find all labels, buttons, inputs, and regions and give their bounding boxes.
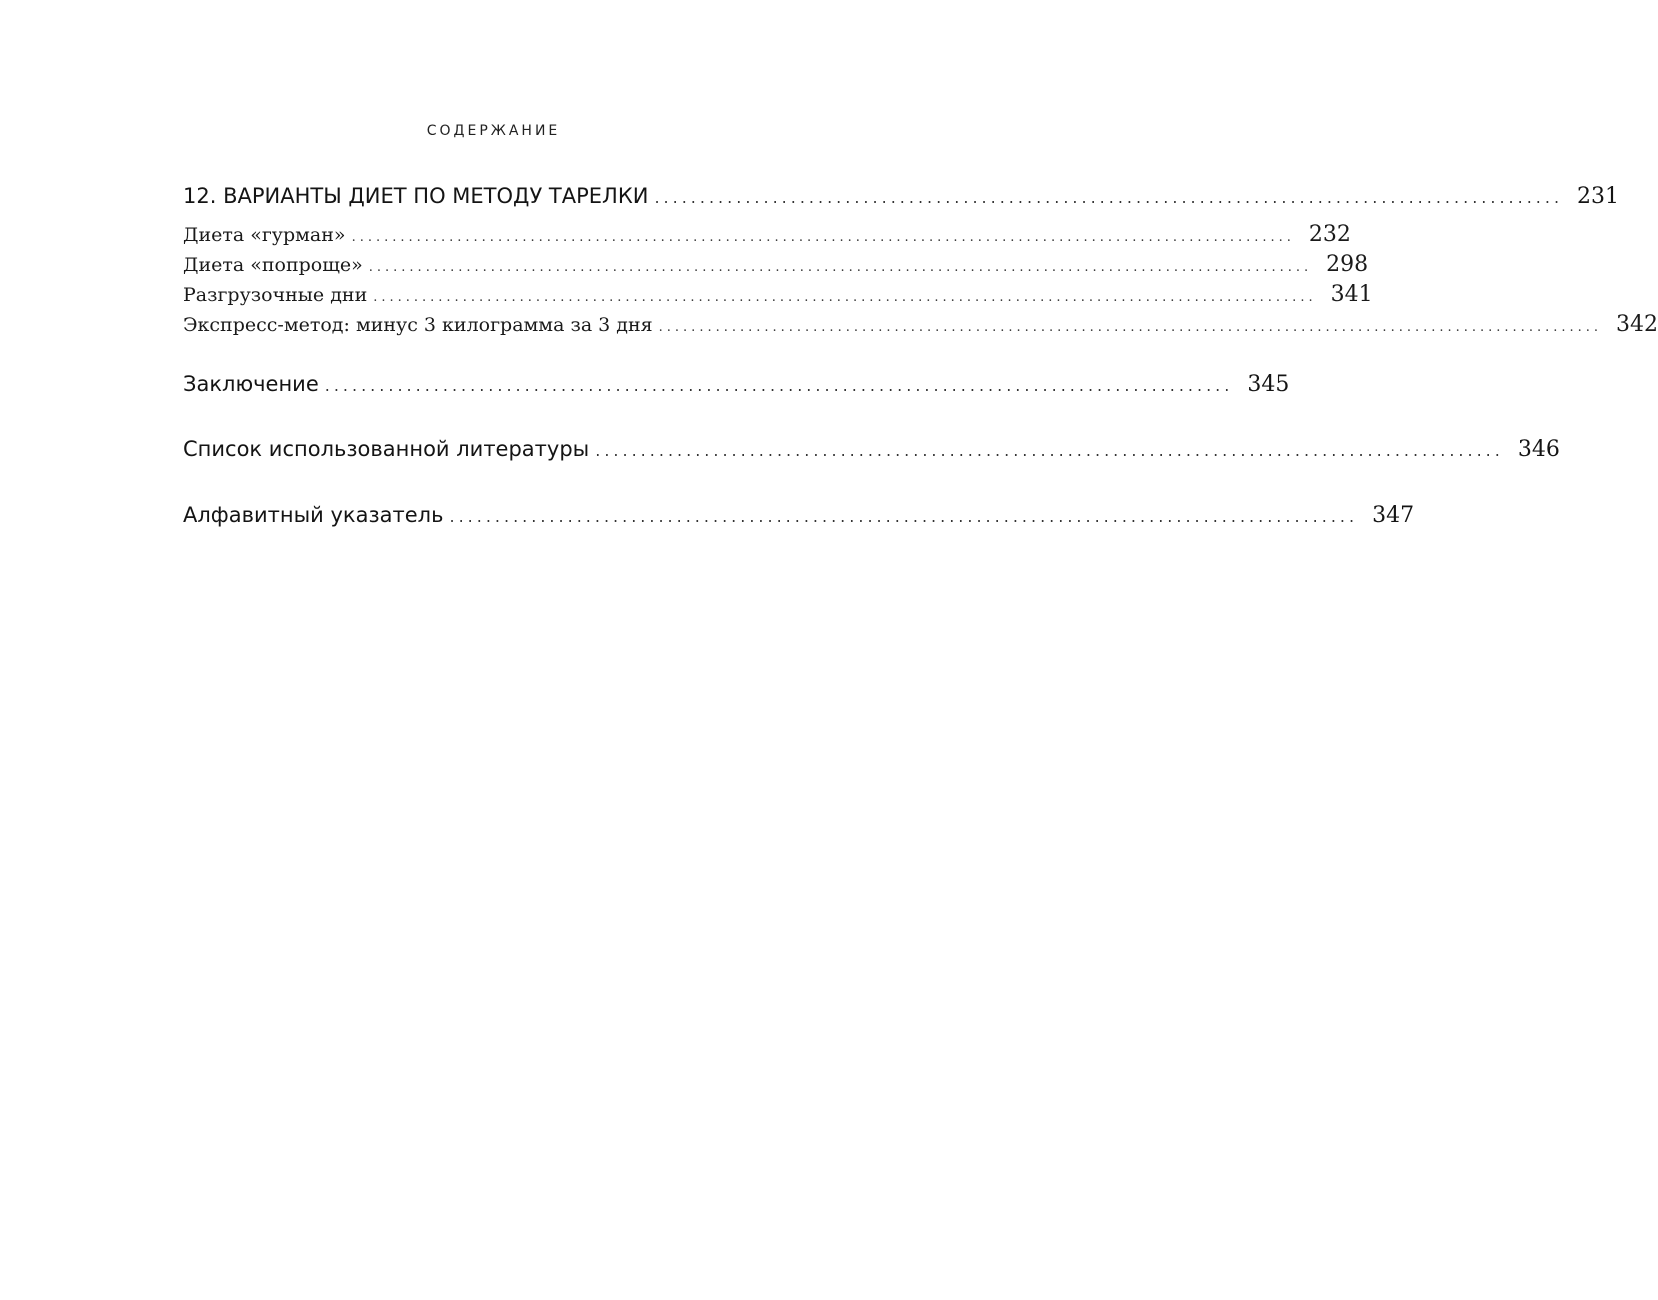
toc-subentry[interactable]: [183, 282, 1373, 307]
toc-section-index[interactable]: [183, 503, 1415, 528]
toc-subentry[interactable]: [183, 252, 1369, 277]
dot-leader: ....................................................................................................................: [658, 320, 1603, 335]
dot-leader: ....................................................................................................: [449, 507, 1359, 526]
dot-leader: ....................................................................................................................: [351, 230, 1295, 245]
dot-leader: ....................................................................................................................: [373, 290, 1317, 305]
toc-entry-title: Заключение: [183, 372, 319, 396]
toc-chapter-12[interactable]: [183, 184, 1620, 209]
toc-entry-title: Диета «попроще»: [183, 254, 363, 276]
toc-entry-title: Алфавитный указатель: [183, 503, 444, 527]
dot-leader: ....................................................................................................................: [368, 260, 1313, 275]
toc-page-number: 346: [1517, 437, 1560, 462]
toc-entry-title: Экспресс-метод: минус 3 килограмма за 3 дня: [183, 314, 653, 336]
running-head: СОДЕРЖАНИЕ: [426, 123, 561, 139]
toc-entry-title: Разгрузочные дни: [183, 284, 368, 306]
toc-subentry[interactable]: [183, 222, 1351, 247]
toc-page-number: 347: [1372, 503, 1415, 528]
toc-page-number: 341: [1330, 282, 1373, 307]
toc-section-references[interactable]: [183, 437, 1560, 462]
toc-page-number: 298: [1326, 252, 1369, 277]
dot-leader: ....................................................................................................: [654, 188, 1564, 207]
toc-section-conclusion[interactable]: [183, 372, 1290, 397]
toc-subentry[interactable]: [183, 312, 1658, 337]
toc-entry-title: Список использованной литературы: [183, 437, 590, 461]
toc-entry-title: Диета «гурман»: [183, 224, 346, 246]
toc-page-number: 342: [1616, 312, 1658, 337]
toc-page-number: 345: [1247, 372, 1290, 397]
toc-page-number: 232: [1308, 222, 1351, 247]
toc-page-number: 231: [1577, 184, 1620, 209]
dot-leader: ....................................................................................................: [595, 441, 1504, 460]
dot-leader: ....................................................................................................: [324, 376, 1234, 395]
toc-entry-title: 12. ВАРИАНТЫ ДИЕТ ПО МЕТОДУ ТАРЕЛКИ: [183, 184, 649, 208]
